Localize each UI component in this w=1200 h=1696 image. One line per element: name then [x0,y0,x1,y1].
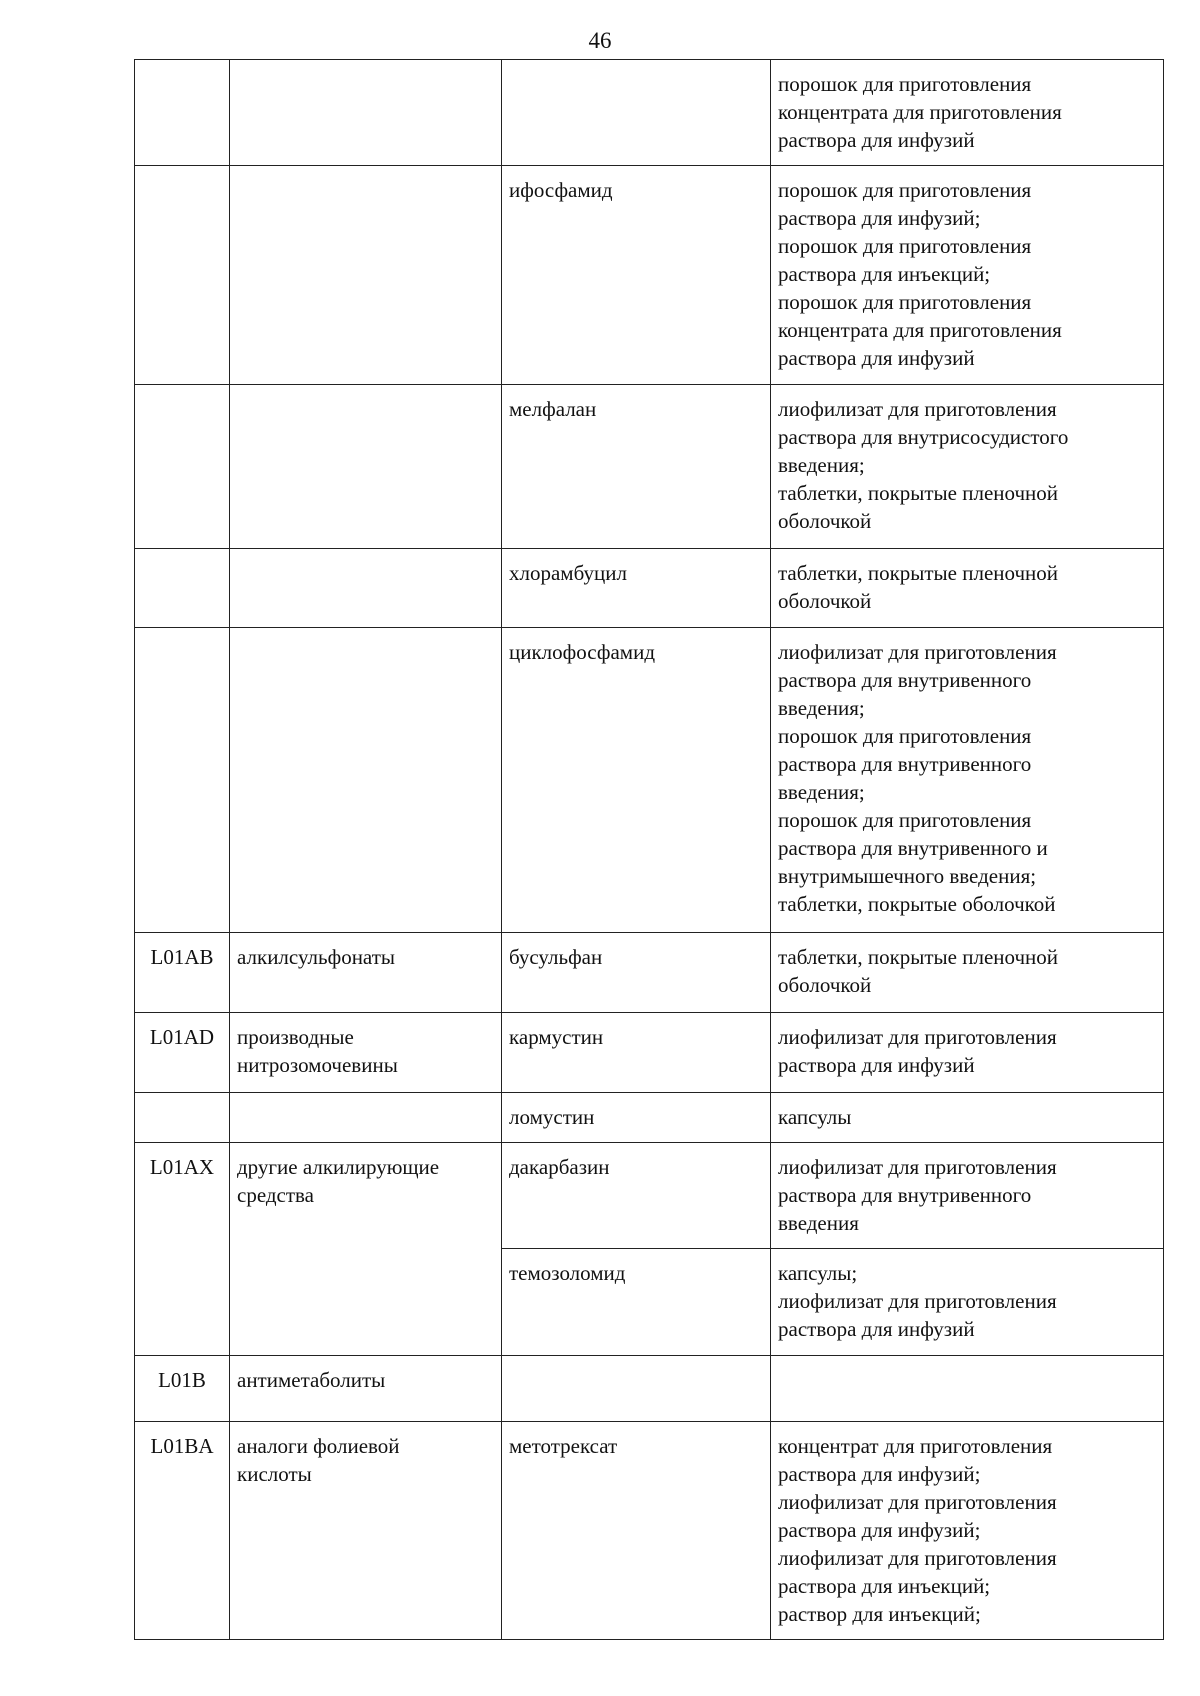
atc-code-cell [135,385,230,549]
form-line: раствора для внутривенного и [778,836,1048,860]
table-row [135,1093,1164,1143]
group-cell [230,1093,502,1143]
forms-cell [771,60,1164,166]
drug-cell: метотрексат [502,1422,771,1640]
atc-code-cell [135,1093,230,1143]
atc-code-cell [135,549,230,628]
form-line: раствора для инъекций; [778,262,991,286]
form-line: раствора для инфузий [778,346,975,370]
form-line: порошок для приготовления [778,290,1032,314]
atc-code-cell [135,60,230,166]
form-line: введения; [778,780,865,804]
group-cell [230,1356,502,1422]
drug-cell: хлорамбуцил [502,549,771,628]
form-line: раствора для инфузий; [778,1462,981,1486]
forms-cell [771,1093,1164,1143]
forms-cell [771,933,1164,1013]
form-line: порошок для приготовления [778,72,1032,96]
form-line: раствора для инъекций; [778,1574,991,1598]
form-line: лиофилизат для приготовления [778,397,1057,421]
form-line: капсулы [778,1105,852,1129]
form-line: концентрат для приготовления [778,1434,1053,1458]
group-line: кислоты [237,1462,312,1486]
form-line: таблетки, покрытые пленочной [778,481,1059,505]
table-row [135,549,1164,628]
form-line: концентрата для приготовления [778,318,1062,342]
form-line: раствора для инфузий [778,1053,975,1077]
form-line: внутримышечного введения; [778,864,1037,888]
drug-cell: мелфалан [502,385,771,549]
form-line: оболочкой [778,973,872,997]
page-number: 46 [588,28,612,53]
table-body [135,60,1164,1640]
drug-cell: циклофосфамид [502,628,771,933]
form-line: лиофилизат для приготовления [778,1025,1057,1049]
table-row [135,385,1164,549]
atc-code-cell: L01BA [135,1422,230,1640]
form-line: порошок для приготовления [778,808,1032,832]
atc-code-cell: L01AD [135,1013,230,1093]
group-cell [230,385,502,549]
form-line: раствора для внутривенного [778,752,1032,776]
forms-cell [771,1422,1164,1640]
group-line: производные [237,1025,354,1049]
forms-cell [771,1143,1164,1249]
group-line: другие алкилирующие [237,1155,440,1179]
drug-cell: бусульфан [502,933,771,1013]
forms-cell [771,549,1164,628]
drug-cell: дакарбазин [502,1143,771,1249]
form-line: раствора для внутрисосудистого [778,425,1069,449]
group-cell [230,166,502,385]
group-line: нитрозомочевины [237,1053,398,1077]
table-row [135,628,1164,933]
group-cell [230,549,502,628]
form-line: лиофилизат для приготовления [778,1546,1057,1570]
drug-cell: кармустин [502,1013,771,1093]
group-cell [230,1013,502,1093]
group-cell [230,60,502,166]
table-row [135,60,1164,166]
atc-code-cell [135,628,230,933]
form-line: введения [778,1211,859,1235]
group-line: антиметаболиты [237,1368,386,1392]
group-cell [230,933,502,1013]
drug-cell: темозоломид [502,1249,771,1356]
form-line: раствора для инфузий; [778,1518,981,1542]
table-row [135,166,1164,385]
forms-cell [771,385,1164,549]
forms-cell [771,1356,1164,1422]
table-row [135,1013,1164,1093]
form-line: введения; [778,453,865,477]
group-cell [230,1143,502,1356]
group-line: аналоги фолиевой [237,1434,400,1458]
atc-code-cell: L01AX [135,1143,230,1356]
form-line: концентрата для приготовления [778,100,1062,124]
table-row [135,1356,1164,1422]
form-line: раствора для инфузий; [778,206,981,230]
form-line: таблетки, покрытые оболочкой [778,892,1056,916]
form-line: раствора для инфузий [778,1317,975,1341]
atc-code-cell [135,166,230,385]
form-line: капсулы; [778,1261,858,1285]
forms-cell [771,1249,1164,1356]
atc-code-cell: L01AB [135,933,230,1013]
group-cell [230,1422,502,1640]
forms-cell [771,628,1164,933]
group-line: средства [237,1183,315,1207]
drug-cell [502,60,771,166]
form-line: порошок для приготовления [778,178,1032,202]
table-row [135,1143,1164,1249]
table-row [135,1422,1164,1640]
form-line: лиофилизат для приготовления [778,1289,1057,1313]
drug-cell [502,1356,771,1422]
form-line: порошок для приготовления [778,234,1032,258]
form-line: раствора для внутривенного [778,1183,1032,1207]
forms-cell [771,1013,1164,1093]
form-line: таблетки, покрытые пленочной [778,945,1059,969]
form-line: лиофилизат для приготовления [778,640,1057,664]
form-line: порошок для приготовления [778,724,1032,748]
form-line: введения; [778,696,865,720]
drug-cell: ифосфамид [502,166,771,385]
table-row [135,933,1164,1013]
form-line: оболочкой [778,589,872,613]
form-line: раствора для внутривенного [778,668,1032,692]
forms-cell [771,166,1164,385]
drug-table [134,59,1164,1640]
group-cell [230,628,502,933]
form-line: таблетки, покрытые пленочной [778,561,1059,585]
form-line: раствор для инъекций; [778,1602,981,1626]
form-line: оболочкой [778,509,872,533]
group-line: алкилсульфонаты [237,945,395,969]
drug-cell: ломустин [502,1093,771,1143]
form-line: лиофилизат для приготовления [778,1155,1057,1179]
form-line: раствора для инфузий [778,128,975,152]
form-line: лиофилизат для приготовления [778,1490,1057,1514]
atc-code-cell: L01B [135,1356,230,1422]
